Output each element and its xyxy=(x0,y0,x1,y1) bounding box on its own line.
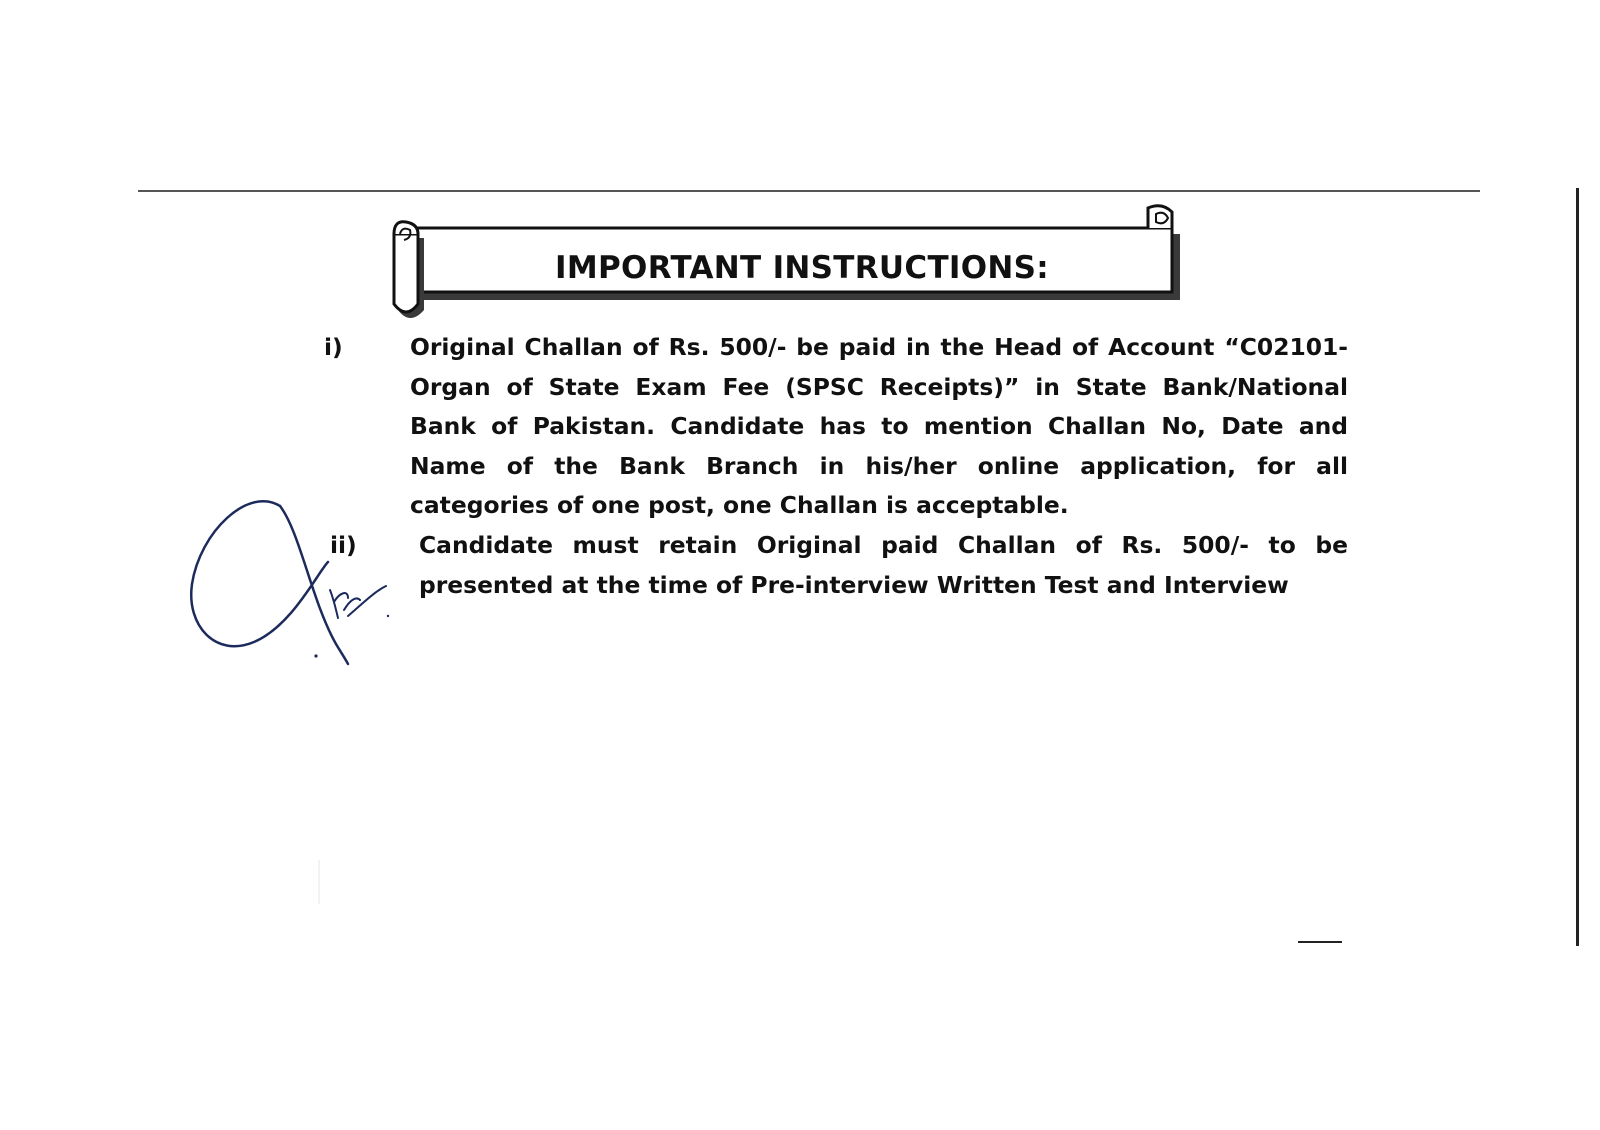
scroll-banner xyxy=(392,204,1212,324)
faint-scan-mark xyxy=(318,860,320,904)
instruction-text: Original Challan of Rs. 500/- be paid in the Head of Account “C02101-Organ of State Exam Fee (SPSC Receipts)” in State Bank/National Bank of Pakistan. Candidate has to mention Challan No, Date and Name of the Bank Branch in his/her online application, for all categories of one post, one Challan is acceptable. xyxy=(410,333,1348,520)
handwritten-signature xyxy=(188,492,408,682)
instruction-item xyxy=(310,526,1350,626)
bottom-dash-mark xyxy=(1298,941,1342,943)
instruction-item xyxy=(310,328,1350,526)
banner-title: IMPORTANT INSTRUCTIONS: xyxy=(555,250,1049,286)
instruction-number: ii) xyxy=(330,530,357,559)
instruction-number: i) xyxy=(324,333,343,361)
instruction-text: Candidate must retain Original paid Challan of Rs. 500/- to be presented at the time of Pre-interview Written Test and Interview xyxy=(419,530,1348,599)
top-horizontal-rule xyxy=(138,190,1480,192)
right-edge-rule xyxy=(1576,188,1579,946)
instructions-list xyxy=(310,328,1350,626)
